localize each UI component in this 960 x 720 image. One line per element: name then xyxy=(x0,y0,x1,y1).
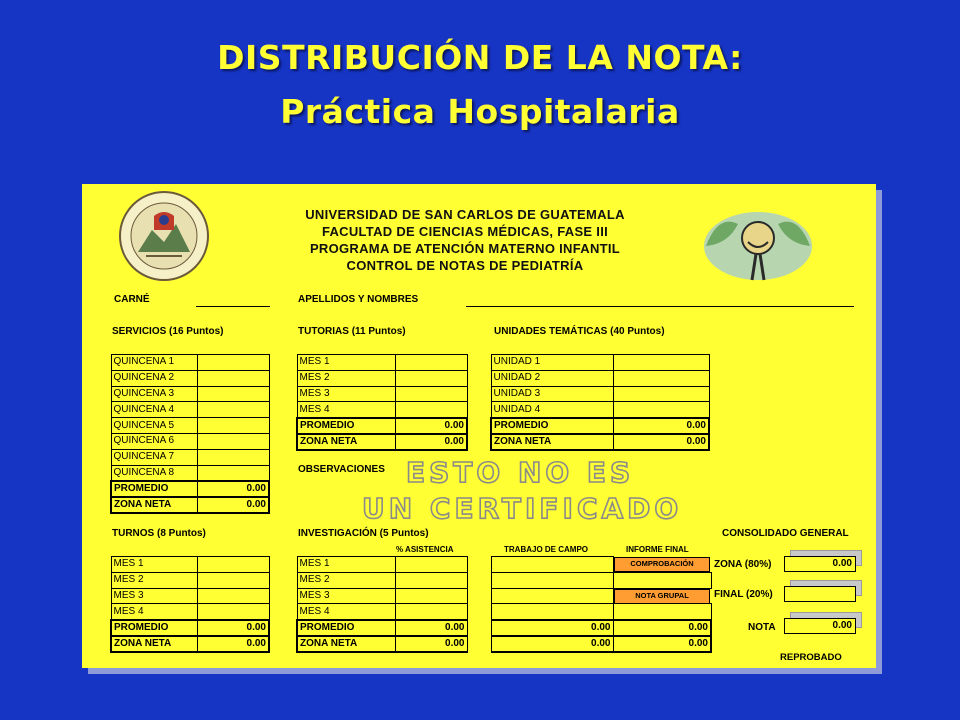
table-row xyxy=(297,402,467,418)
table-row xyxy=(491,355,709,371)
form-header xyxy=(278,206,652,274)
row-label: QUINCENA 3 xyxy=(111,386,197,402)
grade-cell[interactable] xyxy=(197,402,269,418)
zona-neta-row xyxy=(297,434,467,450)
informe-cell[interactable] xyxy=(613,572,711,588)
promedio-value: 0.00 xyxy=(197,620,269,636)
zona-value: 0.00 xyxy=(784,556,856,572)
row-label: QUINCENA 1 xyxy=(111,355,197,371)
turnos-table xyxy=(110,556,270,653)
promedio-row xyxy=(111,620,269,636)
carne-label: CARNÉ xyxy=(114,294,150,305)
grade-cell[interactable] xyxy=(395,402,467,418)
table-row xyxy=(491,370,709,386)
zona-neta-asistencia: 0.00 xyxy=(395,636,467,652)
consolidado-label: CONSOLIDADO GENERAL xyxy=(722,528,849,539)
informe-final-header: INFORME FINAL xyxy=(626,545,689,554)
table-row xyxy=(111,572,269,588)
row-label: MES 2 xyxy=(297,370,395,386)
zona-neta-campo: 0.00 xyxy=(491,636,613,652)
usac-seal-icon xyxy=(118,190,210,282)
final-label: FINAL (20%) xyxy=(714,589,773,600)
slide-title: DISTRIBUCIÓN DE LA NOTA: xyxy=(217,38,743,77)
zona-neta-label: ZONA NETA xyxy=(297,434,395,450)
row-label: MES 4 xyxy=(111,604,197,620)
table-row xyxy=(111,449,269,465)
asistencia-cell[interactable] xyxy=(395,557,467,573)
zona-neta-value: 0.00 xyxy=(197,497,269,513)
zona-neta-label: ZONA NETA xyxy=(297,636,395,652)
comprobacion-badge: COMPROBACIÓN xyxy=(614,557,710,572)
promedio-informe: 0.00 xyxy=(613,620,711,636)
table-row xyxy=(111,370,269,386)
grade-cell[interactable] xyxy=(197,588,269,604)
row-label: QUINCENA 8 xyxy=(111,465,197,481)
grade-cell[interactable] xyxy=(197,355,269,371)
grade-cell[interactable] xyxy=(613,402,709,418)
promedio-value: 0.00 xyxy=(395,418,467,434)
unidades-table xyxy=(490,354,710,451)
promedio-row xyxy=(491,418,709,434)
zona-neta-value: 0.00 xyxy=(613,434,709,450)
servicios-table xyxy=(110,354,270,514)
carne-line[interactable] xyxy=(196,306,270,307)
trabajo-campo-header: TRABAJO DE CAMPO xyxy=(504,545,589,554)
row-label: MES 3 xyxy=(111,588,197,604)
zona-neta-row xyxy=(111,636,269,652)
table-row xyxy=(111,588,269,604)
table-row xyxy=(111,557,269,573)
header-line-program: PROGRAMA DE ATENCIÓN MATERNO INFANTIL xyxy=(309,241,621,256)
row-label: MES 4 xyxy=(297,402,395,418)
table-row xyxy=(111,433,269,449)
final-value[interactable] xyxy=(784,586,856,602)
header-line-faculty: FACULTAD DE CIENCIAS MÉDICAS, FASE III xyxy=(321,224,609,239)
turnos-label: TURNOS (8 Puntos) xyxy=(112,528,206,539)
zona-neta-informe: 0.00 xyxy=(613,636,711,652)
row-label: QUINCENA 2 xyxy=(111,370,197,386)
header-line-university: UNIVERSIDAD DE SAN CARLOS DE GUATEMALA xyxy=(305,207,625,222)
apellidos-line[interactable] xyxy=(466,306,854,307)
slide-subtitle: Práctica Hospitalaria xyxy=(280,92,680,131)
table-row xyxy=(297,355,467,371)
table-row xyxy=(297,386,467,402)
row-label: MES 1 xyxy=(297,557,395,573)
table-row xyxy=(297,370,467,386)
grade-cell[interactable] xyxy=(197,386,269,402)
row-label: MES 3 xyxy=(297,386,395,402)
grade-cell[interactable] xyxy=(613,386,709,402)
grade-cell[interactable] xyxy=(395,386,467,402)
zona-neta-row xyxy=(297,636,711,652)
promedio-label: PROMEDIO xyxy=(297,418,395,434)
investigacion-label: INVESTIGACIÓN (5 Puntos) xyxy=(298,528,429,539)
table-row xyxy=(297,604,711,620)
row-label: QUINCENA 5 xyxy=(111,418,197,434)
zona-neta-value: 0.00 xyxy=(395,434,467,450)
promedio-label: PROMEDIO xyxy=(111,620,197,636)
grade-cell[interactable] xyxy=(197,604,269,620)
grade-cell[interactable] xyxy=(613,355,709,371)
zona-neta-row xyxy=(491,434,709,450)
table-row xyxy=(111,465,269,481)
asistencia-cell[interactable] xyxy=(395,604,467,620)
asistencia-cell[interactable] xyxy=(395,572,467,588)
row-label: MES 1 xyxy=(297,355,395,371)
promedio-asistencia: 0.00 xyxy=(395,620,467,636)
table-row xyxy=(111,604,269,620)
row-label: QUINCENA 7 xyxy=(111,449,197,465)
table-row xyxy=(297,572,711,588)
nota-value: 0.00 xyxy=(784,618,856,634)
campo-cell[interactable] xyxy=(491,604,613,620)
grade-cell[interactable] xyxy=(197,557,269,573)
promedio-row xyxy=(297,620,711,636)
grade-form xyxy=(82,184,876,668)
zona-neta-label: ZONA NETA xyxy=(491,434,613,450)
promedio-row xyxy=(111,481,269,497)
asistencia-header: % ASISTENCIA xyxy=(396,545,454,554)
table-row xyxy=(111,355,269,371)
watermark-line2: UN CERTIFICADO xyxy=(362,492,683,525)
status-reprobado: REPROBADO xyxy=(780,652,842,663)
campo-cell[interactable] xyxy=(491,557,613,573)
grade-cell[interactable] xyxy=(197,465,269,481)
row-label: UNIDAD 4 xyxy=(491,402,613,418)
row-label: MES 1 xyxy=(111,557,197,573)
watermark-line1: ESTO NO ES xyxy=(406,456,635,489)
row-label: MES 2 xyxy=(111,572,197,588)
table-row xyxy=(111,402,269,418)
row-label: MES 4 xyxy=(297,604,395,620)
promedio-label: PROMEDIO xyxy=(297,620,395,636)
unidades-label: UNIDADES TEMÁTICAS (40 Puntos) xyxy=(494,326,665,337)
promedio-row xyxy=(297,418,467,434)
row-label: QUINCENA 6 xyxy=(111,433,197,449)
nota-label: NOTA xyxy=(748,622,776,633)
row-label: MES 3 xyxy=(297,588,395,604)
asistencia-cell[interactable] xyxy=(395,588,467,604)
row-label: UNIDAD 2 xyxy=(491,370,613,386)
zona-neta-value: 0.00 xyxy=(197,636,269,652)
campo-cell[interactable] xyxy=(491,572,613,588)
grade-cell[interactable] xyxy=(197,572,269,588)
row-label: UNIDAD 3 xyxy=(491,386,613,402)
faculty-seal-icon xyxy=(698,204,818,284)
zona-neta-row xyxy=(111,497,269,513)
zona-neta-label: ZONA NETA xyxy=(111,497,197,513)
zona-label: ZONA (80%) xyxy=(714,559,772,570)
grade-cell[interactable] xyxy=(197,418,269,434)
servicios-label: SERVICIOS (16 Puntos) xyxy=(112,326,224,337)
grade-cell[interactable] xyxy=(197,449,269,465)
grade-cell[interactable] xyxy=(395,355,467,371)
row-label: UNIDAD 1 xyxy=(491,355,613,371)
grade-cell[interactable] xyxy=(395,370,467,386)
promedio-label: PROMEDIO xyxy=(491,418,613,434)
campo-cell[interactable] xyxy=(491,588,613,604)
promedio-campo: 0.00 xyxy=(491,620,613,636)
row-label: MES 2 xyxy=(297,572,395,588)
grade-cell[interactable] xyxy=(197,433,269,449)
nota-grupal-badge: NOTA GRUPAL xyxy=(614,589,710,604)
grade-cell[interactable] xyxy=(613,370,709,386)
promedio-value: 0.00 xyxy=(197,481,269,497)
observaciones-label: OBSERVACIONES xyxy=(298,464,385,475)
table-row xyxy=(111,386,269,402)
promedio-label: PROMEDIO xyxy=(111,481,197,497)
tutorias-label: TUTORIAS (11 Puntos) xyxy=(298,326,406,337)
apellidos-label: APELLIDOS Y NOMBRES xyxy=(298,294,419,305)
tutorias-table xyxy=(296,354,468,451)
promedio-value: 0.00 xyxy=(613,418,709,434)
informe-cell[interactable] xyxy=(613,604,711,620)
header-line-control: CONTROL DE NOTAS DE PEDIATRÍA xyxy=(346,258,584,273)
table-row xyxy=(491,386,709,402)
row-label: QUINCENA 4 xyxy=(111,402,197,418)
table-row xyxy=(491,402,709,418)
zona-neta-label: ZONA NETA xyxy=(111,636,197,652)
table-row xyxy=(111,418,269,434)
grade-cell[interactable] xyxy=(197,370,269,386)
